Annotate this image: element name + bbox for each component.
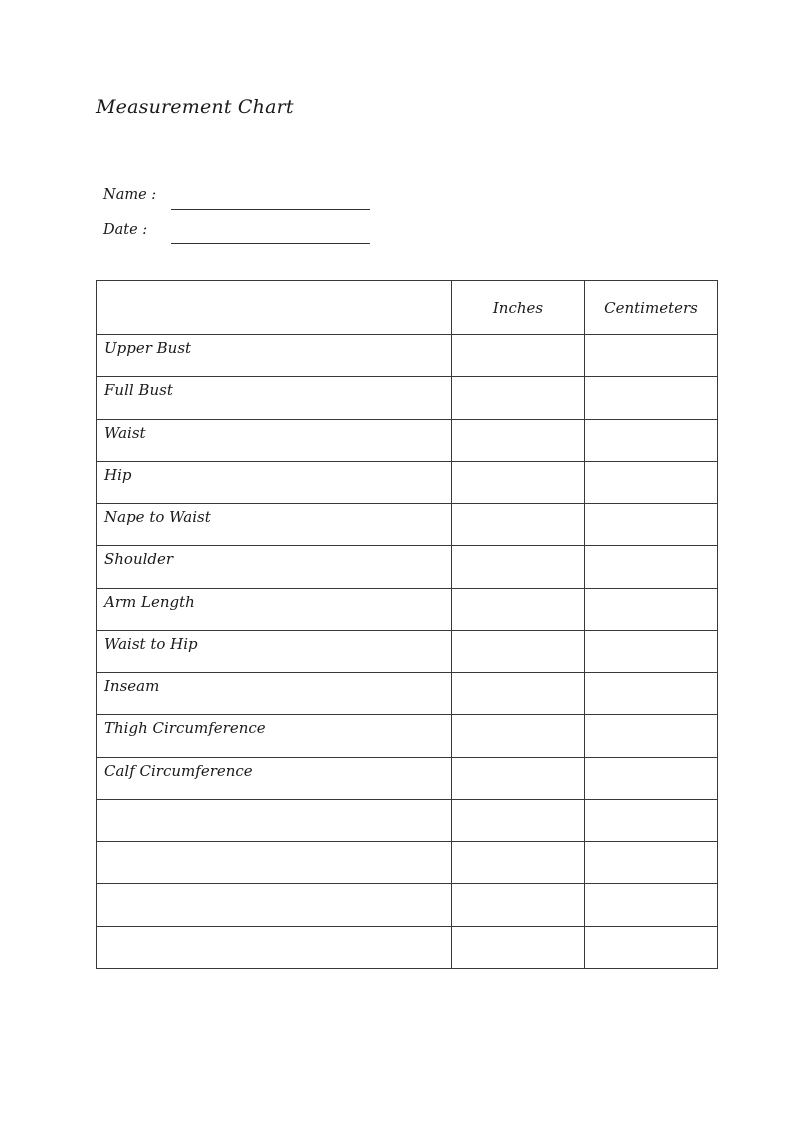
centimeters-cell[interactable]: [585, 926, 718, 968]
row-label: Hip: [97, 461, 452, 503]
inches-cell[interactable]: [452, 419, 585, 461]
inches-cell[interactable]: [452, 842, 585, 884]
measurement-table: [96, 280, 718, 969]
row-label: Arm Length: [97, 588, 452, 630]
inches-cell[interactable]: [452, 630, 585, 672]
row-label[interactable]: [97, 884, 452, 926]
table-row: [97, 335, 718, 377]
centimeters-cell[interactable]: [585, 630, 718, 672]
page-title: Measurement Chart: [96, 96, 294, 118]
row-label: Nape to Waist: [97, 504, 452, 546]
centimeters-cell[interactable]: [585, 588, 718, 630]
inches-cell[interactable]: [452, 673, 585, 715]
table-row: [97, 504, 718, 546]
table-row: [97, 926, 718, 968]
centimeters-cell[interactable]: [585, 461, 718, 503]
table-header-row: [97, 281, 718, 335]
table-row: [97, 842, 718, 884]
row-label: Shoulder: [97, 546, 452, 588]
row-label: Waist: [97, 419, 452, 461]
centimeters-cell[interactable]: [585, 715, 718, 757]
inches-cell[interactable]: [452, 799, 585, 841]
column-header-centimeters: Centimeters: [585, 281, 718, 335]
centimeters-cell[interactable]: [585, 377, 718, 419]
table-row: [97, 884, 718, 926]
inches-cell[interactable]: [452, 377, 585, 419]
row-label[interactable]: [97, 799, 452, 841]
row-label: Waist to Hip: [97, 630, 452, 672]
table-row: [97, 419, 718, 461]
column-header-inches: Inches: [452, 281, 585, 335]
centimeters-cell[interactable]: [585, 673, 718, 715]
row-label[interactable]: [97, 842, 452, 884]
centimeters-cell[interactable]: [585, 546, 718, 588]
table-row: [97, 630, 718, 672]
date-label: Date :: [103, 222, 148, 238]
row-label: Inseam: [97, 673, 452, 715]
table-row: [97, 673, 718, 715]
row-label[interactable]: [97, 926, 452, 968]
table-row: [97, 377, 718, 419]
inches-cell[interactable]: [452, 335, 585, 377]
column-header-label: [97, 281, 452, 335]
row-label: Full Bust: [97, 377, 452, 419]
table-row: [97, 461, 718, 503]
centimeters-cell[interactable]: [585, 504, 718, 546]
inches-cell[interactable]: [452, 884, 585, 926]
date-field[interactable]: [171, 243, 370, 244]
table-row: [97, 799, 718, 841]
inches-cell[interactable]: [452, 757, 585, 799]
centimeters-cell[interactable]: [585, 842, 718, 884]
centimeters-cell[interactable]: [585, 799, 718, 841]
inches-cell[interactable]: [452, 461, 585, 503]
centimeters-cell[interactable]: [585, 757, 718, 799]
table-row: [97, 757, 718, 799]
inches-cell[interactable]: [452, 715, 585, 757]
inches-cell[interactable]: [452, 588, 585, 630]
row-label: Thigh Circumference: [97, 715, 452, 757]
table-row: [97, 546, 718, 588]
row-label: Calf Circumference: [97, 757, 452, 799]
row-label: Upper Bust: [97, 335, 452, 377]
inches-cell[interactable]: [452, 504, 585, 546]
inches-cell[interactable]: [452, 926, 585, 968]
centimeters-cell[interactable]: [585, 884, 718, 926]
inches-cell[interactable]: [452, 546, 585, 588]
name-field[interactable]: [171, 209, 370, 210]
centimeters-cell[interactable]: [585, 419, 718, 461]
table-row: [97, 588, 718, 630]
table-row: [97, 715, 718, 757]
name-label: Name :: [103, 187, 157, 203]
centimeters-cell[interactable]: [585, 335, 718, 377]
